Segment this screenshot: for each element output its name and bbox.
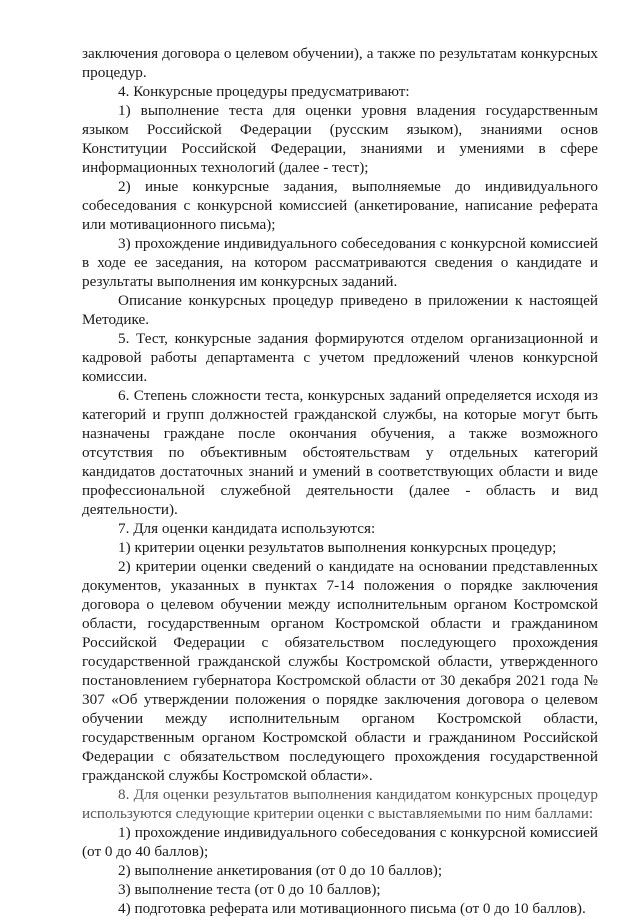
paragraph-continuation: заключения договора о целевом обучении), а также по результатам конкурсных процедур. [82,45,598,81]
paragraph-item-8-1: 1) прохождение индивидуального собеседования с конкурсной комиссией (от 0 до 40 баллов); [82,824,598,860]
paragraph-item-8-3: 3) выполнение теста (от 0 до 10 баллов); [118,881,381,898]
paragraph-item-7: 7. Для оценки кандидата используются: [118,520,376,537]
paragraph-item-4-1: 1) выполнение теста для оценки уровня владения государственным языком Российской Федерации (русским языком), знаниями основ Конституции Российской Федерации, знаниями и умениями в сфере информационных технологий (далее - тест); [82,102,598,176]
paragraph-item-4: 4. Конкурсные процедуры предусматривают: [118,83,410,100]
paragraph-item-4-2: 2) иные конкурсные задания, выполняемые до индивидуального собеседования с конкурсной комиссией (анкетирование, написание реферата или мотивационного письма); [82,178,598,233]
paragraph-item-6: 6. Степень сложности теста, конкурсных заданий определяется исходя из категорий и групп должностей гражданской службы, на которые могут быть назначены граждане после окончания обучения, а также возможного отсутствия по объективным обстоятельствам у отдельных категорий кандидатов достаточных знаний и умений в соответствующих области и виде профессиональной служебной деятельности (далее - область и вид деятельности). [82,387,598,518]
document-body [82,44,598,918]
paragraph-item-7-2: 2) критерии оценки сведений о кандидате на основании представленных документов, указанных в пунктах 7-14 положения о порядке заключения договора о целевом обучении между исполнительным органом Костромской области, государственным органом Костромской области и гражданином Российской Федерации с обязательством последующего прохождения государственной гражданской службы Костромской области, утвержденного постановлением губернатора Костромской области от 30 декабря 2021 года № 307 «Об утверждении положения о порядке заключения договора о целевом обучении между исполнительным органом Костромской области, государственным органом Костромской области и гражданином Российской Федерации с обязательством последующего прохождения государственной гражданской службы Костромской области». [82,558,598,784]
paragraph-item-8-2: 2) выполнение анкетирования (от 0 до 10 баллов); [118,862,443,879]
paragraph-item-4-3: 3) прохождение индивидуального собеседования с конкурсной комиссией в ходе ее заседания, на котором рассматриваются сведения о кандидате и результаты выполнения им конкурсных заданий. [82,235,598,290]
paragraph-item-5: 5. Тест, конкурсные задания формируются отделом организационной и кадровой работы департамента с учетом предложений членов конкурсной комиссии. [82,330,598,385]
paragraph-item-8: 8. Для оценки результатов выполнения кандидатом конкурсных процедур используются следующие критерии оценки с выставляемыми по ним баллами: [82,786,598,822]
paragraph-procedures-description: Описание конкурсных процедур приведено в приложении к настоящей Методике. [82,292,598,328]
paragraph-item-7-1: 1) критерии оценки результатов выполнения конкурсных процедур; [118,539,557,556]
paragraph-item-8-4: 4) подготовка реферата или мотивационного письма (от 0 до 10 баллов). [118,900,586,917]
